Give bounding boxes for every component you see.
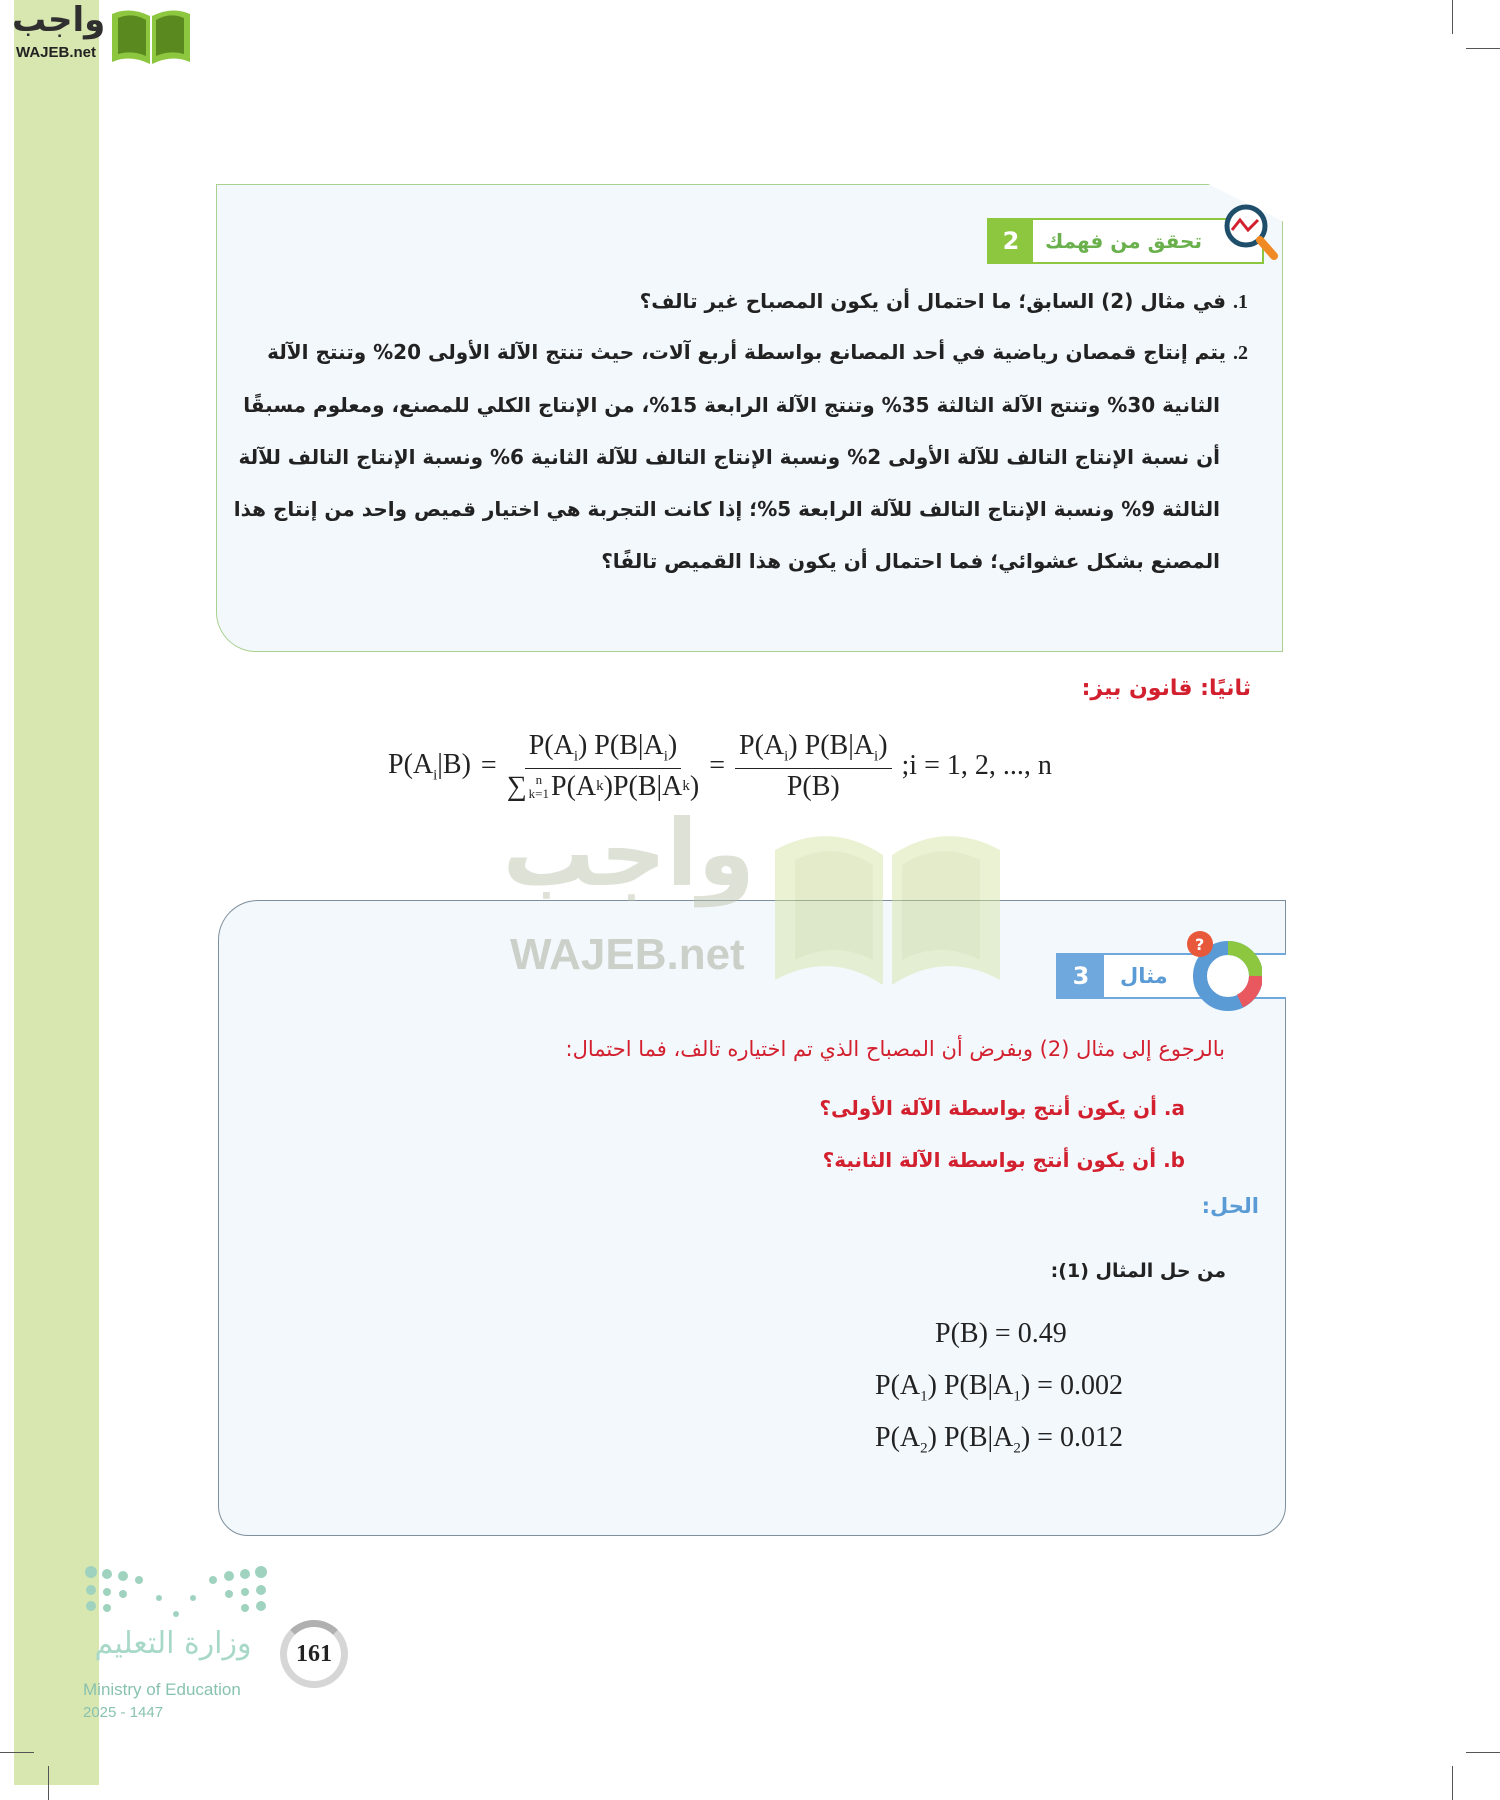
side-strip (14, 0, 99, 1785)
crop-mark (48, 1766, 49, 1800)
question-1 (208, 275, 1248, 328)
index-range: 1, 2, ..., n (946, 750, 1052, 782)
watermark-book-icon (775, 810, 1000, 985)
example-intro: بالرجوع إلى مثال (2) وبفرض أن المصباح الذي تم اختياره تالف، فما احتمال: (565, 1037, 1225, 1061)
check-title: تحقق من فهمك (1045, 229, 1202, 253)
pb-equation: P(B) = 0.49 (935, 1318, 1067, 1349)
example-item-a (819, 1096, 1185, 1120)
example-title: مثال (1120, 964, 1168, 988)
ministry-arabic: وزارة التعليم (94, 1626, 252, 1661)
academic-year: 2025 - 1447 (83, 1704, 164, 1721)
svg-text:?: ? (1195, 935, 1205, 954)
a2-equation: $P(A_2) P(B|A_2) = 0.012$ (875, 1422, 1123, 1457)
check-number: 2 (989, 220, 1033, 262)
watermark-english: WAJEB.net (510, 930, 745, 979)
pie-chart-icon (1178, 928, 1262, 1012)
q2-line: الثانية 30% وتنتج الآلة الثالثة 35% وتنتج الآلة الرابعة 15%، من الإنتاج الكلي للمصنع، ومعلوم مسبقًا (243, 393, 1220, 417)
a2-value: 0.012 (1059, 1422, 1123, 1453)
crop-mark (1466, 48, 1500, 49)
item-label: b. (1163, 1148, 1185, 1172)
q1-number: 1. (1233, 291, 1248, 313)
q2-line: الثالثة 9% ونسبة الإنتاج التالف للآلة الرابعة 5%؛ إذا كانت التجربة هي اختيار قميص واحد من إنتاج هذا (233, 497, 1220, 521)
pb-value: 0.49 (1017, 1318, 1067, 1349)
a1-equation: $P(A_1) P(B|A_1) = 0.002$ (875, 1370, 1123, 1405)
crop-mark (1452, 0, 1453, 34)
item-text: أن يكون أنتج بواسطة الآلة الأولى؟ (819, 1096, 1157, 1120)
bayes-formula: $P(A_i|B)$ = $P(A_i)$ $P(B|A_i)$ ∑ n k=1 P(A k )P(B|A k ) = $\frac{P(A_i) P(B|A_i)}{P(B)}$ ;i = 1, 2, ..., n (388, 730, 1052, 802)
example-number: 3 (1058, 955, 1104, 997)
bayes-heading: ثانيًا: قانون بيز: (1081, 676, 1251, 701)
from-example-label: من حل المثال (1): (1050, 1260, 1226, 1282)
example-item-b (823, 1148, 1185, 1172)
page-number: 161 (280, 1620, 348, 1688)
ministry-english: Ministry of Education (83, 1680, 241, 1699)
logo-arabic: واجب (12, 0, 106, 40)
question-2 (208, 326, 1248, 587)
q2-number: 2. (1233, 342, 1248, 364)
ministry-logo (83, 1564, 269, 1724)
q1-text: في مثال (2) السابق؛ ما احتمال أن يكون المصباح غير تالف؟ (639, 289, 1227, 313)
item-label: a. (1163, 1096, 1185, 1120)
a1-value: 0.002 (1059, 1370, 1123, 1401)
book-icon (110, 6, 192, 66)
crop-mark (1452, 1766, 1453, 1800)
q2-line: المصنع بشكل عشوائي؛ فما احتمال أن يكون هذا القميص تالفًا؟ (601, 549, 1220, 573)
dots-emblem-icon (83, 1564, 269, 1624)
watermark-arabic: واجب (502, 800, 755, 907)
logo-english: WAJEB.net (16, 44, 97, 61)
magnifier-icon (1220, 202, 1280, 266)
wajeb-logo[interactable] (6, 0, 192, 66)
q2-line: يتم إنتاج قمصان رياضية في أحد المصانع بواسطة أربع آلات، حيث تنتج الآلة الأولى 20% وتنتج الآلة (267, 340, 1227, 364)
crop-mark (0, 1752, 34, 1753)
crop-mark (1466, 1752, 1500, 1753)
q2-line: أن نسبة الإنتاج التالف للآلة الأولى 2% ونسبة الإنتاج التالف للآلة الثانية 6% ونسبة الإنتاج التالف للآلة (238, 445, 1220, 469)
item-text: أن يكون أنتج بواسطة الآلة الثانية؟ (822, 1148, 1157, 1172)
solution-label: الحل: (1201, 1194, 1259, 1218)
